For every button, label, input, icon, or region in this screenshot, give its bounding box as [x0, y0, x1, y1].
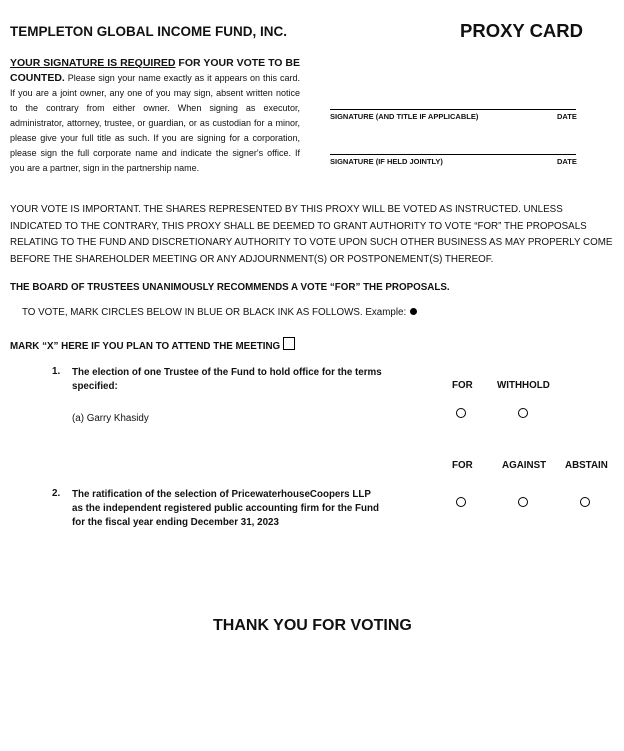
vote-important-notice: YOUR VOTE IS IMPORTANT. THE SHARES REPRESENTED BY THIS PROXY WILL BE VOTED AS INSTRUCTED. UNLESS INDICATED TO THE CONTRARY, THIS PROXY SHALL BE DEEMED TO GRANT AUTHORITY TO VOTE “FOR” THE PROPOSALS RELATING TO THE FUND AND DISCRETIONARY AUTHORITY TO VOTE UPON SUCH OTHER BUSINESS AS MAY PROPERLY COME BEFORE THE SHAREHOLDER MEETING OR ANY ADJOURNMENT(S) OR POSTPONEMENT(S) THEREOF. — [10, 204, 613, 265]
proposal-1-withhold-header: WITHHOLD — [497, 380, 550, 391]
proposal-1-number: 1. — [52, 366, 61, 377]
proposal-1-for-radio[interactable] — [456, 408, 466, 418]
filled-circle-example-icon — [410, 308, 417, 315]
proposal-2-for-radio[interactable] — [456, 497, 466, 507]
proposal-2-against-header: AGAINST — [502, 460, 547, 471]
attend-meeting-label: MARK “X” HERE IF YOU PLAN TO ATTEND THE MEETING — [10, 341, 281, 352]
proposal-2-abstain-radio[interactable] — [580, 497, 590, 507]
signature-line-1-label: SIGNATURE (AND TITLE IF APPLICABLE) — [330, 112, 479, 121]
signature-line-1-date-label: DATE — [557, 112, 577, 121]
signature-required-rest: FOR YOUR VOTE TO BE COUNTED. — [10, 57, 300, 84]
proposal-1-text: The election of one Trustee of the Fund to hold office for the terms specified: — [72, 367, 382, 392]
proposal-2-for-header: FOR — [452, 460, 473, 471]
signature-line-2[interactable] — [330, 154, 576, 155]
proposal-1-withhold-radio[interactable] — [518, 408, 528, 418]
signature-line-2-date-label: DATE — [557, 157, 577, 166]
voting-instructions-text: TO VOTE, MARK CIRCLES BELOW IN BLUE OR BLACK INK AS FOLLOWS. Example: — [22, 307, 407, 318]
thank-you-message: THANK YOU FOR VOTING — [213, 617, 412, 634]
proposal-2-text: The ratification of the selection of PricewaterhouseCoopers LLP as the independent registered public accounting firm for the Fund for the fiscal year ending December 31, 2023 — [72, 489, 379, 528]
board-recommendation: THE BOARD OF TRUSTEES UNANIMOUSLY RECOMMENDS A VOTE “FOR” THE PROPOSALS. — [10, 282, 450, 293]
proposal-1-for-header: FOR — [452, 380, 473, 391]
attend-meeting-row — [10, 337, 295, 352]
proposal-2-number: 2. — [52, 488, 61, 499]
nominee-name: (a) Garry Khasidy — [72, 413, 149, 424]
proposal-2-against-radio[interactable] — [518, 497, 528, 507]
voting-instructions — [22, 307, 417, 318]
signature-instructions-body: Please sign your name exactly as it appears on this card. If you are a joint owner, any one of you may sign, absent written notice to the contrary from either owner. When signing as executor, administrator, attorney, trustee, or guardian, or as custodian for a minor, please give your full title as such. If you are signing for a corporation, please sign the full corporate name and indicate the signer's office. If you are a partner, sign in the partnership name. — [10, 73, 300, 173]
signature-line-2-label: SIGNATURE (IF HELD JOINTLY) — [330, 157, 443, 166]
attend-meeting-checkbox[interactable] — [283, 337, 295, 350]
signature-instructions — [10, 56, 300, 176]
proxy-card-title: PROXY CARD — [460, 20, 584, 41]
fund-name: TEMPLETON GLOBAL INCOME FUND, INC. — [10, 24, 288, 39]
signature-line-1[interactable] — [330, 109, 576, 110]
signature-required-text: YOUR SIGNATURE IS REQUIRED — [10, 57, 176, 69]
proposal-2-abstain-header: ABSTAIN — [565, 460, 608, 471]
